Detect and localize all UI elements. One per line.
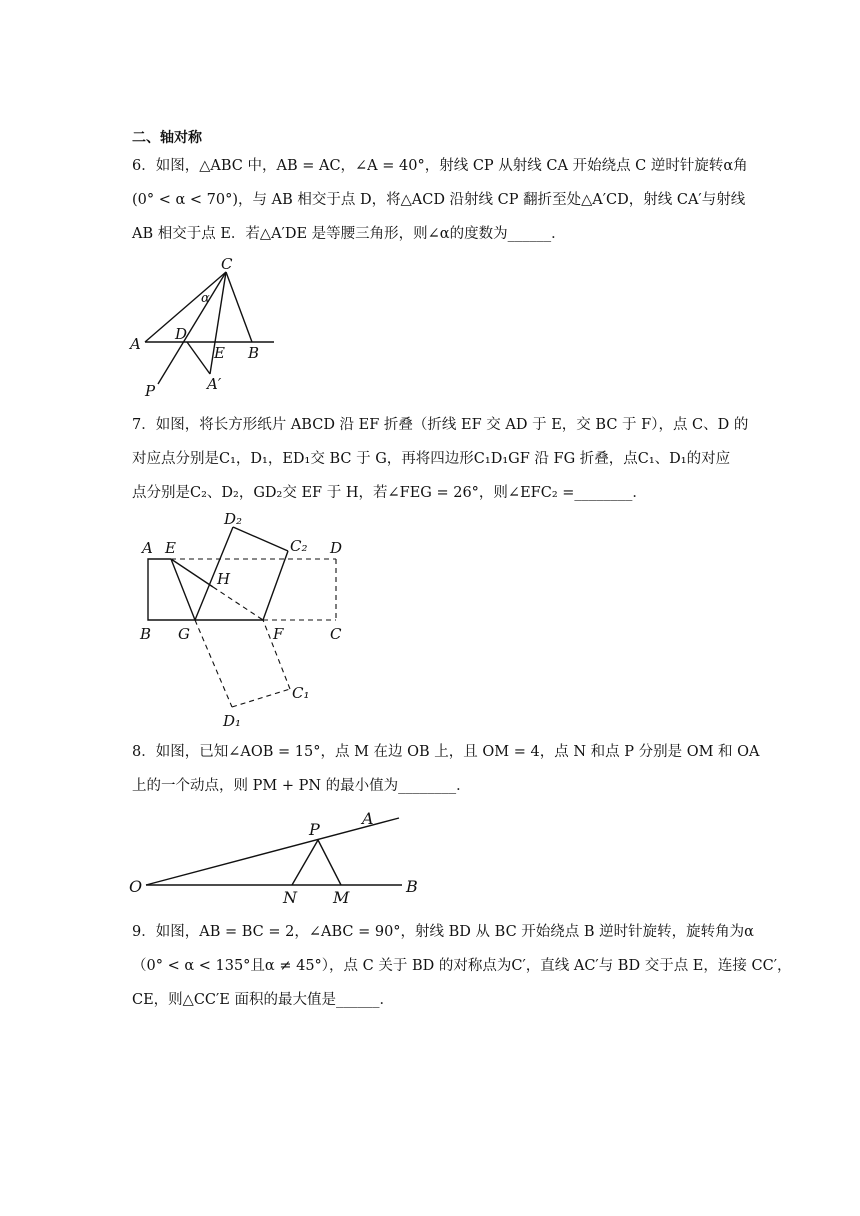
q8-label-m: M — [333, 888, 350, 907]
q8-label-p: P — [309, 820, 320, 839]
q6-label-a: A — [130, 335, 141, 353]
q8-label-a: A — [362, 809, 374, 828]
q8-text-line-2: 上的一个动点，则 PM + PN 的最小值为________． — [132, 778, 471, 794]
q6-label-alpha: α — [201, 291, 210, 306]
q7-text-line-2: 对应点分别是C₁，D₁，ED₁交 BC 于 G，再将四边形C₁D₁GF 沿 FG 折叠，点C₁、D₁的对应 — [132, 451, 731, 467]
q6-label-a1: A′ — [207, 375, 222, 393]
q7-label-e: E — [165, 539, 176, 557]
q6-label-b: B — [248, 344, 260, 362]
q9-text-line-2: （0° < α < 135°且α ≠ 45°），点 C 关于 BD 的对称点为C′，直线 AC′与 BD 交于点 E，连接 CC′， — [132, 958, 792, 974]
q7-label-f: F — [273, 625, 284, 643]
q7-label-g: G — [178, 625, 190, 643]
q9-text-line-1: 9．如图，AB = BC = 2，∠ABC = 90°，射线 BD 从 BC 开始绕点 B 逆时针旋转，旋转角为α — [132, 924, 754, 940]
q7-label-a: A — [142, 539, 153, 557]
q7-label-d: D — [330, 539, 343, 557]
q7-label-c2: C₂ — [290, 537, 308, 555]
q8-label-b: B — [406, 877, 418, 896]
q7-label-b: B — [140, 625, 152, 643]
q7-text-line-3: 点分别是C₂、D₂，GD₂交 EF 于 H，若∠FEG = 26°，则∠EFC₂ =________． — [132, 485, 647, 501]
q8-label-n: N — [283, 888, 297, 907]
q6-text-line-2: (0° < α < 70°)，与 AB 相交于点 D，将△ACD 沿射线 CP 翻折至处△A′CD，射线 CA′与射线 — [132, 192, 746, 208]
section-heading: 二、轴对称 — [132, 130, 202, 146]
q6-label-p: P — [145, 382, 156, 400]
q6-label-d: D — [175, 325, 188, 343]
q8-segment-pn — [292, 840, 318, 885]
q6-text-line-1: 6．如图，△ABC 中，AB = AC，∠A = 40°，射线 CP 从射线 CA 开始绕点 C 逆时针旋转α角 — [132, 158, 748, 174]
q7-label-c1: C₁ — [292, 684, 310, 702]
q9-text-line-3: CE，则△CC′E 面积的最大值是______． — [132, 992, 395, 1008]
q7-label-c: C — [330, 625, 342, 643]
q8-label-o: O — [129, 877, 143, 896]
q7-label-h: H — [217, 570, 231, 588]
q8-ray-oa — [146, 818, 399, 885]
q8-segment-pm — [318, 840, 341, 885]
q7-text-line-1: 7．如图，将长方形纸片 ABCD 沿 EF 折叠（折线 EF 交 AD 于 E，交 BC 于 F），点 C、D 的 — [132, 417, 749, 433]
q6-label-c: C — [221, 255, 233, 273]
q7-label-d1: D₁ — [223, 712, 242, 730]
q8-text-line-1: 8．如图，已知∠AOB = 15°，点 M 在边 OB 上，且 OM = 4，点 N 和点 P 分别是 OM 和 OA — [132, 744, 760, 760]
q6-label-e: E — [214, 344, 225, 362]
q7-label-d2: D₂ — [224, 510, 243, 528]
q6-text-line-3: AB 相交于点 E．若△A′DE 是等腰三角形，则∠α的度数为______． — [132, 226, 566, 242]
